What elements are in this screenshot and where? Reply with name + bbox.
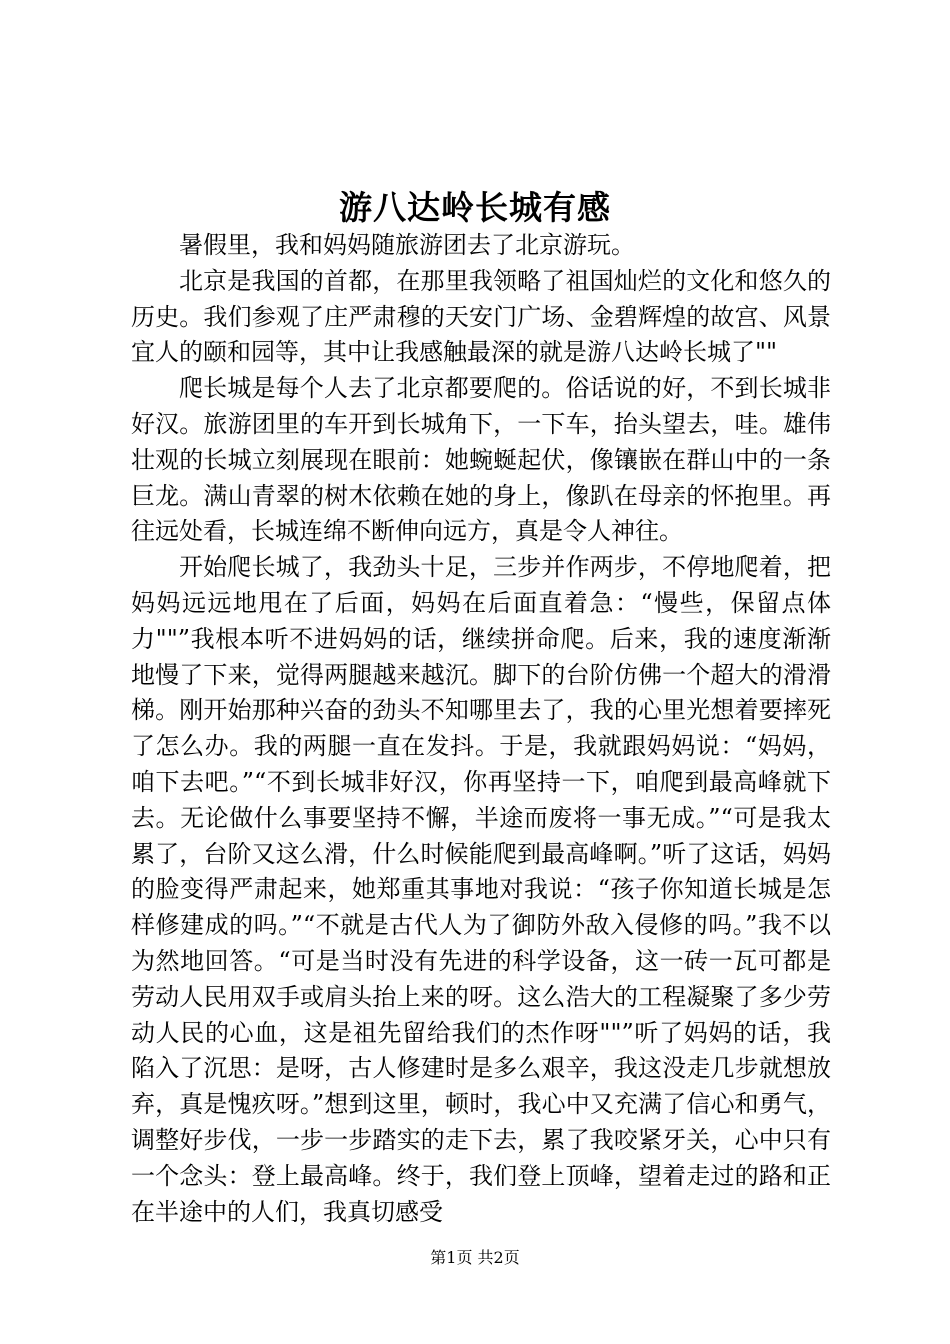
paragraph: 开始爬长城了，我劲头十足，三步并作两步，不停地爬着，把妈妈远远地甩在了后面，妈妈在后面直着急：“慢些，保留点体力""”我根本听不进妈妈的话，继续拼命爬。后来，我的速度渐渐地慢了下来，觉得两腿越来越沉。脚下的台阶仿佛一个超大的滑滑梯。刚开始那种兴奋的劲头不知哪里去了，我的心里光想着要摔死了怎么办。我的两腿一直在发抖。于是，我就跟妈妈说：“妈妈，咱下去吧。”“不到长城非好汉，你再坚持一下，咱爬到最高峰就下去。无论做什么事要坚持不懈，半途而废将一事无成。”“可是我太累了，台阶又这么滑，什么时候能爬到最高峰啊。”听了这话，妈妈的脸变得严肃起来，她郑重其事地对我说：“孩子你知道长城是怎样修建成的吗。”“不就是古代人为了御防外敌入侵修的吗。”我不以为然地回答。“可是当时没有先进的科学设备，这一砖一瓦可都是劳动人民用双手或肩头抬上来的呀。这么浩大的工程凝聚了多少劳动人民的心血，这是祖先留给我们的杰作呀""”听了妈妈的话，我陷入了沉思：是呀，古人修建时是多么艰辛，我这没走几步就想放弃，真是愧疚呀。”想到这里，顿时，我心中又充满了信心和勇气，调整好步伐，一步一步踏实的走下去，累了我咬紧牙关，心中只有一个念头：登上最高峰。终于，我们登上顶峰，望着走过的路和正在半途中的人们，我真切感受	[131, 553, 831, 1226]
paragraph: 暑假里，我和妈妈随旅游团去了北京游玩。	[179, 231, 635, 259]
document-title: 游八达岭长城有感	[339, 188, 611, 227]
document-body	[131, 228, 831, 1230]
paragraph: 爬长城是每个人去了北京都要爬的。俗话说的好，不到长城非好汉。旅游团里的车开到长城角下，一下车，抬头望去，哇。雄伟壮观的长城立刻展现在眼前：她蜿蜒起伏，像镶嵌在群山中的一条巨龙。满山青翠的树木依赖在她的身上，像趴在母亲的怀抱里。再往远处看，长城连绵不断伸向远方，真是令人神往。	[131, 374, 831, 546]
page-number-footer: 第1页 共2页	[430, 1248, 520, 1267]
paragraph: 北京是我国的首都，在那里我领略了祖国灿烂的文化和悠久的历史。我们参观了庄严肃穆的天安门广场、金碧辉煌的故宫、风景宜人的颐和园等，其中让我感触最深的就是游八达岭长城了""	[131, 266, 831, 367]
